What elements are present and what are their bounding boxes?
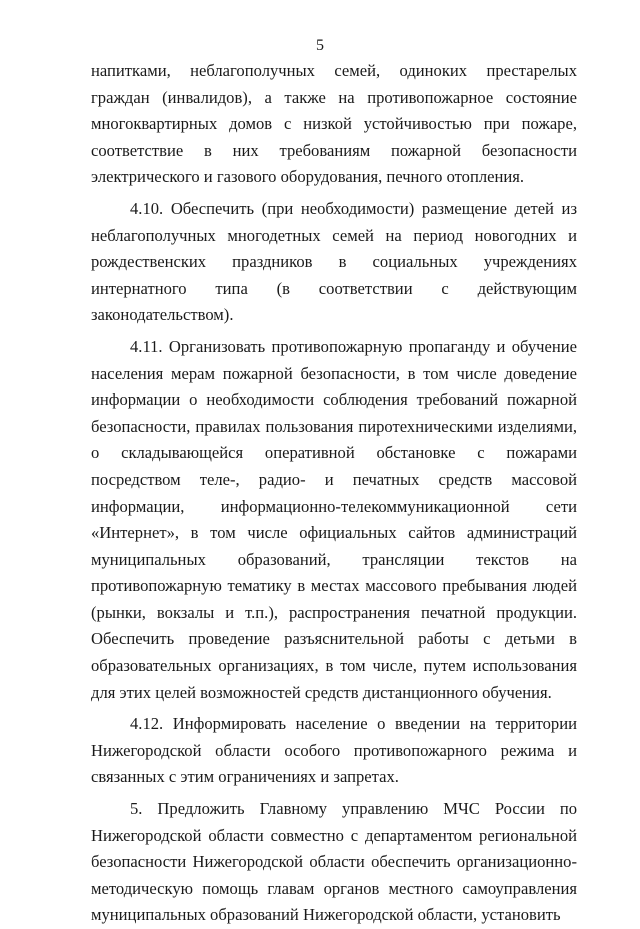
page-number: 5 [316, 37, 324, 54]
document-body [91, 58, 577, 929]
paragraph-4-11: 4.11. Организовать противопожарную пропаганду и обучение населения мерам пожарной безопасности, в том числе доведение информации о необходимости соблюдения требований пожарной безопасности, правилах пользования пиротехническими изделиями, о складывающейся оперативной обстановке с пожарами посредством теле-, радио- и печатных средств массовой информации, информационно-телекоммуникационной сети «Интернет», в том числе официальных сайтов администраций муниципальных образований, трансляции текстов на противопожарную тематику в местах массового пребывания людей (рынки, вокзалы и т.п.), распространения печатной продукции. Обеспечить проведение разъяснительной работы с детьми в образовательных организациях, в том числе, путем использования для этих целей возможностей средств дистанционного обучения. [91, 336, 577, 702]
paragraph-5: 5. Предложить Главному управлению МЧС России по Нижегородской области совместно с департаментом региональной безопасности Нижегородской области обеспечить организационно-методическую помощь главам органов местного самоуправления муниципальных образований Нижегородской области, установить [91, 799, 577, 925]
paragraph-4-12: 4.12. Информировать население о введении на территории Нижегородской области особого противопожарного режима и связанных с этим ограничениях и запретах. [91, 714, 577, 787]
paragraph-continuation: напитками, неблагополучных семей, одиноких престарелых граждан (инвалидов), а также на противопожарное состояние многоквартирных домов с низкой устойчивостью при пожаре, соответствие в них требованиям пожарной безопасности электрического и газового оборудования, печного отопления. [91, 61, 577, 187]
paragraph-4-10: 4.10. Обеспечить (при необходимости) размещение детей из неблагополучных многодетных семей на период новогодних и рождественских праздников в социальных учреждениях интернатного типа (в соответствии с действующим законодательством). [91, 198, 577, 325]
